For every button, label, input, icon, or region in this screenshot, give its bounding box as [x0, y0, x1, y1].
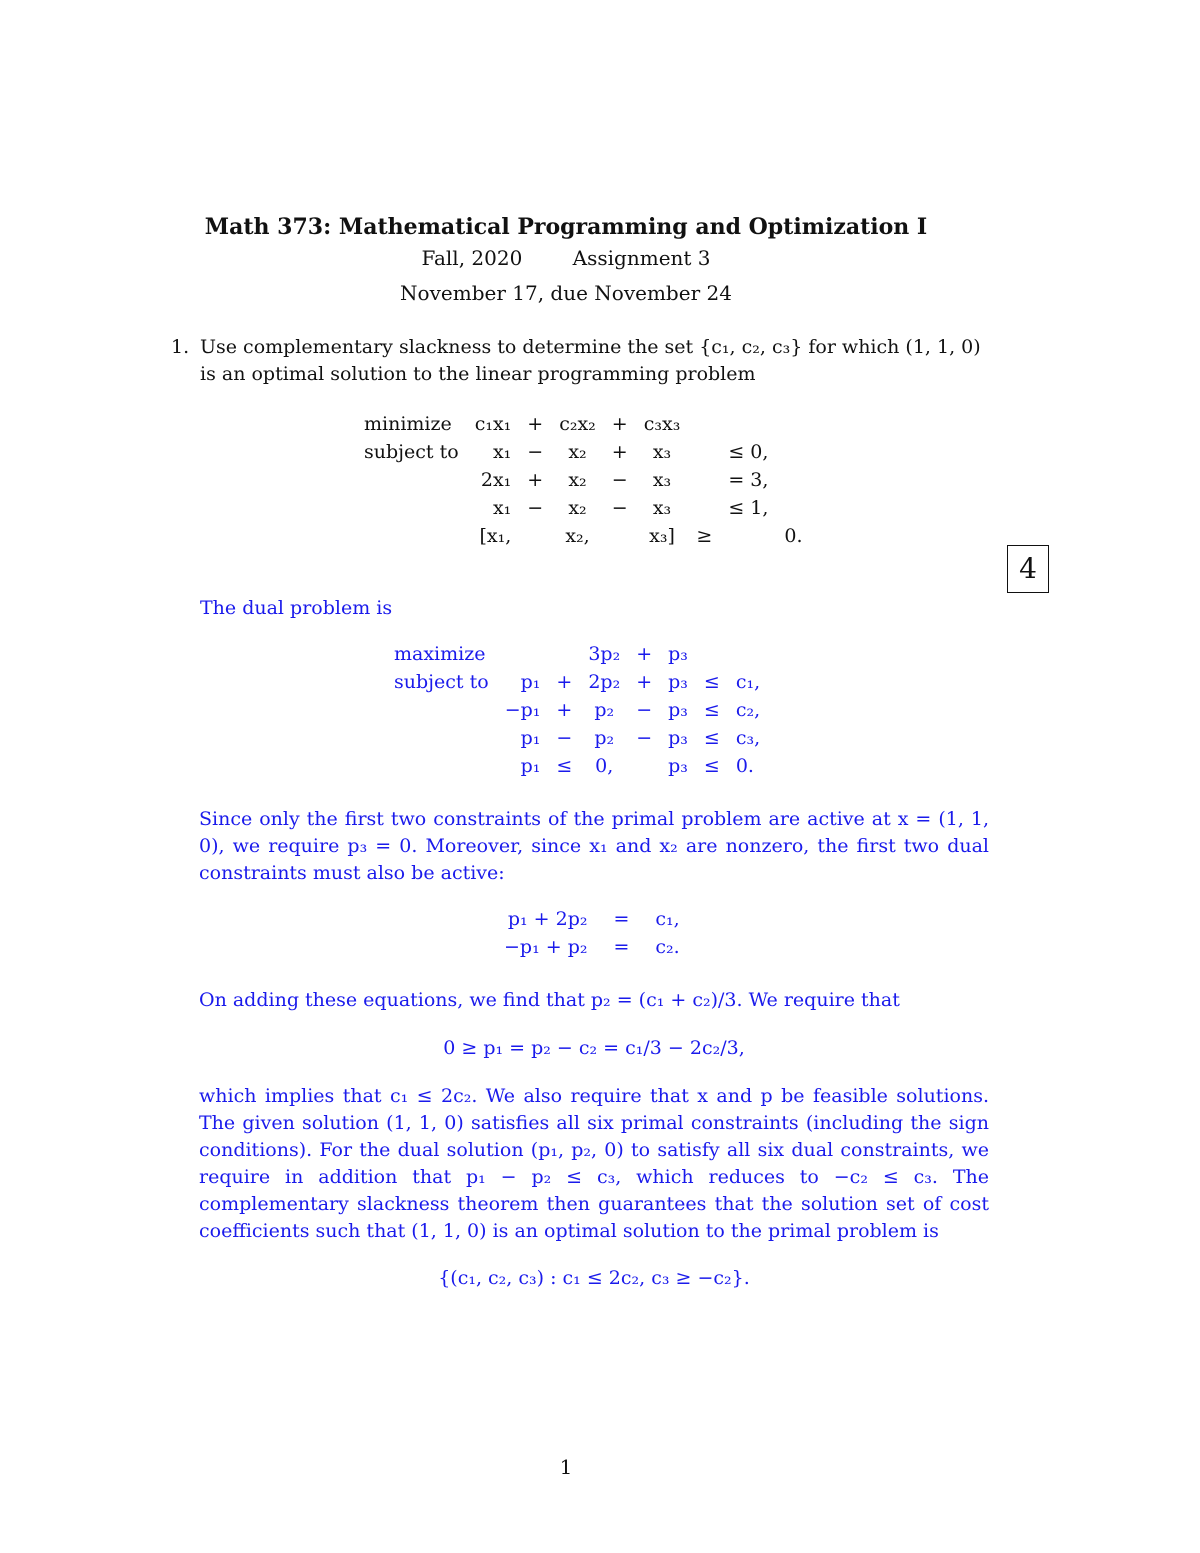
- lp-cell: p₃: [668, 727, 688, 749]
- equation-system: [496, 905, 688, 961]
- lp-cell: x₁: [492, 441, 512, 463]
- primal-constraint-row: [356, 466, 811, 494]
- lp-cell: x₂: [568, 497, 587, 519]
- lp-cell: x₃]: [649, 525, 675, 547]
- lp-cell: x₃: [652, 469, 672, 491]
- lp-cell: −: [636, 699, 653, 721]
- lp-cell: −: [556, 727, 573, 749]
- lp-cell: ≤: [703, 727, 720, 749]
- lp-cell: p₂: [594, 699, 615, 721]
- page-number: 1: [559, 1455, 573, 1479]
- paragraph-3: which implies that c₁ ≤ 2c₂. We also require that x and p be feasible solutions. The given solution (1, 1, 0) satisfies all six primal constraints (including the sign conditions). For the dual solution (p₁, p₂, 0) to satisfy all six dual constraints, we require in addition that p₁ − p₂ ≤ c₃, which reduces to −c₂ ≤ c₃. The complementary slackness theorem then guarantees that the solution set of cost coefficients such that (1, 1, 0) is an optimal solution to the primal problem is: [199, 1085, 989, 1242]
- primal-sign-row: [356, 522, 811, 550]
- problem-line-1: Use complementary slackness to determine the set {c₁, c₂, c₃} for which (1, 1, 0): [200, 336, 981, 358]
- lp-cell: +: [527, 413, 544, 435]
- lp-cell: [688, 410, 776, 438]
- equation-row: [496, 905, 688, 933]
- due-dates: November 17, due November 24: [400, 281, 732, 305]
- lp-cell: ≤ 1,: [728, 497, 769, 519]
- lp-cell: [728, 640, 768, 668]
- lp-cell: = 3,: [728, 469, 769, 491]
- problem-number: 1.: [171, 336, 190, 358]
- lp-cell: [696, 640, 728, 668]
- minimize-label: minimize: [364, 413, 452, 435]
- course-info: [0, 246, 1132, 270]
- lp-cell: 2p₂: [588, 671, 621, 693]
- document-title: Math 373: Mathematical Programming and Optimization I: [204, 214, 928, 240]
- lp-cell: ≤: [703, 755, 720, 777]
- lp-cell: +: [636, 643, 653, 665]
- lp-cell: +: [527, 469, 544, 491]
- lp-cell: ≤ 0,: [728, 441, 769, 463]
- primal-constraint-row: [356, 494, 811, 522]
- lp-cell: p₂: [594, 727, 615, 749]
- problem-line-2: is an optimal solution to the linear programming problem: [200, 363, 756, 385]
- eq-lhs: −p₁ + p₂: [504, 936, 588, 958]
- dual-sign-row: [386, 752, 768, 780]
- subject-to-label: subject to: [394, 671, 489, 693]
- lp-cell: p₁: [520, 727, 541, 749]
- lp-cell: [604, 522, 636, 550]
- lp-cell: x₁: [492, 497, 512, 519]
- equation-row: [496, 933, 688, 961]
- lp-cell: ≥: [696, 525, 713, 547]
- lp-cell: p₃: [668, 699, 688, 721]
- lp-cell: +: [611, 413, 628, 435]
- lp-cell: −: [527, 441, 544, 463]
- lp-cell: 0.: [784, 525, 803, 547]
- lp-cell: 0.: [735, 755, 754, 777]
- eq-sign: =: [613, 936, 630, 958]
- lp-cell: x₃: [652, 441, 672, 463]
- dual-intro: The dual problem is: [200, 597, 393, 619]
- lp-cell: −: [636, 727, 653, 749]
- lp-cell: −p₁: [504, 699, 541, 721]
- lp-cell: ≤: [556, 755, 573, 777]
- eq-rhs: c₂.: [655, 936, 680, 958]
- maximize-label: maximize: [394, 643, 486, 665]
- lp-cell: +: [556, 671, 573, 693]
- lp-cell: c₃,: [735, 727, 761, 749]
- lp-cell: c₂,: [735, 699, 761, 721]
- lp-cell: +: [636, 671, 653, 693]
- lp-cell: −: [611, 469, 628, 491]
- lp-cell: p₃: [668, 643, 688, 665]
- lp-cell: c₁,: [735, 671, 761, 693]
- lp-cell: p₃: [668, 671, 688, 693]
- solution-set: {(c₁, c₂, c₃) : c₁ ≤ 2c₂, c₃ ≥ −c₂}.: [438, 1267, 750, 1289]
- assignment-label: Assignment 3: [572, 246, 711, 270]
- lp-cell: 0,: [595, 755, 614, 777]
- lp-cell: [548, 640, 580, 668]
- lp-cell: x₂: [568, 441, 587, 463]
- primal-lp: [356, 410, 811, 550]
- subject-to-label: subject to: [364, 441, 459, 463]
- lp-cell: +: [611, 441, 628, 463]
- lp-cell: 2x₁: [480, 469, 512, 491]
- lp-cell: x₂: [568, 469, 587, 491]
- dual-constraint-row: [386, 696, 768, 724]
- lp-cell: x₃: [652, 497, 672, 519]
- lp-cell: [519, 522, 551, 550]
- lp-cell: 3p₂: [588, 643, 621, 665]
- score-box: 4: [1007, 545, 1049, 593]
- primal-objective-row: [356, 410, 811, 438]
- paragraph-1: Since only the first two constraints of the primal problem are active at x = (1, 1, 0), we require p₃ = 0. Moreover, since x₁ and x₂ are nonzero, the first two dual constraints must also be active:: [199, 808, 989, 884]
- lp-cell: −: [527, 497, 544, 519]
- dual-lp: [386, 640, 768, 780]
- dual-constraint-row: [386, 724, 768, 752]
- eq-sign: =: [613, 908, 630, 930]
- lp-cell: [628, 752, 660, 780]
- lp-cell: ≤: [703, 671, 720, 693]
- eq-rhs: c₁,: [655, 908, 680, 930]
- lp-cell: c₃x₃: [643, 413, 681, 435]
- lp-cell: ≤: [703, 699, 720, 721]
- eq-lhs: p₁ + 2p₂: [507, 908, 588, 930]
- lp-cell: c₂x₂: [559, 413, 596, 435]
- lp-cell: x₂,: [565, 525, 590, 547]
- equation-1: 0 ≥ p₁ = p₂ − c₂ = c₁/3 − 2c₂/3,: [443, 1037, 745, 1059]
- lp-cell: +: [556, 699, 573, 721]
- dual-objective-row: [386, 640, 768, 668]
- dual-constraint-row: [386, 668, 768, 696]
- lp-cell: [497, 640, 549, 668]
- paragraph-2: On adding these equations, we find that p₂ = (c₁ + c₂)/3. We require that: [199, 989, 900, 1011]
- lp-cell: p₃: [668, 755, 688, 777]
- term: Fall, 2020: [421, 246, 523, 270]
- lp-cell: p₁: [520, 671, 541, 693]
- lp-cell: c₁x₁: [474, 413, 512, 435]
- lp-cell: [x₁,: [479, 525, 512, 547]
- lp-cell: −: [611, 497, 628, 519]
- lp-cell: p₁: [520, 755, 541, 777]
- primal-constraint-row: [356, 438, 811, 466]
